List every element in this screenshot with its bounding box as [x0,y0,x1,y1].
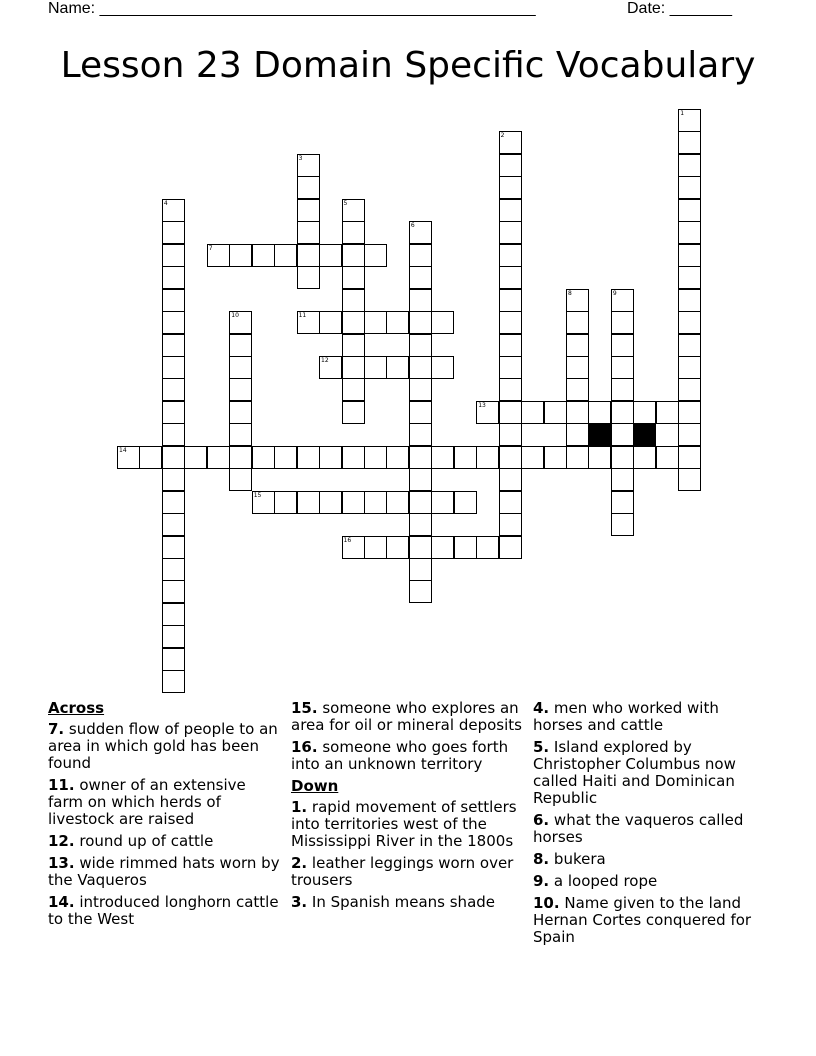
clue-number: 8 [568,289,572,297]
grid-cell[interactable] [342,401,365,424]
grid-cell[interactable] [162,513,185,536]
grid-cell[interactable] [342,266,365,289]
down-heading: Down [291,777,339,795]
clue-number: 6 [410,222,415,230]
clue-number: 5 [343,199,348,207]
grid-cell[interactable] [162,580,185,603]
clues-column-1 [48,700,283,933]
grid-cell[interactable] [499,446,522,469]
clue-item [291,739,526,773]
grid-cell[interactable] [566,311,589,334]
grid-cell[interactable] [409,378,432,401]
grid-cell[interactable] [499,356,522,379]
clue-item-text: what the vaqueros called horses [533,811,744,846]
clue-number: 4 [163,199,168,207]
grid-cell[interactable] [499,221,522,244]
grid-cell[interactable] [678,266,701,289]
clue-item-text: round up of cattle [79,832,214,850]
grid-cell[interactable] [611,423,634,446]
clue-item-number: 7. [48,720,65,738]
clue-item [533,873,768,890]
grid-cell[interactable] [297,199,320,222]
grid-cell[interactable] [342,334,365,357]
grid-cell[interactable] [229,356,252,379]
grid-cell[interactable] [499,311,522,334]
grid-cell[interactable] [521,446,544,469]
clue-item-text: introduced longhorn cattle to the West [48,893,279,928]
across-clue-list [48,721,283,928]
grid-cell[interactable] [499,334,522,357]
grid-cell[interactable] [229,446,252,469]
grid-cell[interactable] [566,423,589,446]
clue-item [48,833,283,850]
grid-cell[interactable] [678,378,701,401]
grid-cell[interactable] [162,266,185,289]
grid-cell[interactable] [162,670,185,693]
clue-item-text: Island explored by Christopher Columbus now called Haiti and Dominican Republic [533,738,736,807]
clue-item [291,799,526,850]
grid-cell[interactable] [319,244,342,267]
clue-number: 15 [253,491,262,499]
grid-cell[interactable] [229,401,252,424]
grid-cell[interactable] [162,648,185,671]
grid-cell[interactable] [342,446,365,469]
grid-cell[interactable] [678,154,701,177]
grid-cell[interactable] [409,334,432,357]
grid-cell[interactable] [319,446,342,469]
grid-cell[interactable] [162,311,185,334]
grid-cell[interactable] [364,536,387,559]
clue-item [533,895,768,946]
grid-cell[interactable] [454,491,477,514]
grid-cell[interactable] [229,334,252,357]
grid-cell[interactable] [364,356,387,379]
grid-cell[interactable] [499,266,522,289]
grid-cell[interactable] [342,356,365,379]
clue-item-number: 1. [291,798,308,816]
clue-item [48,855,283,889]
grid-cell[interactable] [431,536,454,559]
grid-cell[interactable] [319,491,342,514]
grid-cell[interactable] [342,378,365,401]
grid-cell[interactable] [499,513,522,536]
clue-item-number: 3. [291,893,308,911]
grid-cell[interactable] [409,513,432,536]
grid-cell[interactable] [162,625,185,648]
clue-item-number: 10. [533,894,560,912]
grid-cell[interactable] [499,289,522,312]
grid-cell[interactable] [162,603,185,626]
grid-cell[interactable] [162,558,185,581]
grid-cell[interactable] [162,401,185,424]
grid-cell[interactable] [162,468,185,491]
clue-number: 14 [119,446,127,454]
grid-cell[interactable] [499,468,522,491]
grid-cell[interactable] [386,491,409,514]
grid-cell[interactable] [409,266,432,289]
grid-cell[interactable] [162,334,185,357]
grid-cell[interactable] [297,176,320,199]
clue-item-number: 13. [48,854,75,872]
grid-cell[interactable] [386,356,409,379]
grid-cell[interactable] [342,311,365,334]
clue-number: 3 [298,154,303,162]
grid-cell[interactable] [364,244,387,267]
grid-cell[interactable] [611,334,634,357]
grid-cell[interactable] [588,446,611,469]
grid-cell[interactable] [386,446,409,469]
clue-item-text: leather leggings worn over trousers [291,854,514,889]
clue-item [48,894,283,928]
grid-cell[interactable] [162,446,185,469]
grid-cell[interactable] [633,401,656,424]
grid-cell[interactable] [409,491,432,514]
grid-cell[interactable] [162,536,185,559]
grid-cell[interactable] [678,446,701,469]
grid-cell[interactable] [678,244,701,267]
clue-item-number: 11. [48,776,75,794]
grid-cell[interactable] [656,401,679,424]
grid-cell[interactable] [409,558,432,581]
grid-cell[interactable] [499,491,522,514]
clue-item-number: 12. [48,832,75,850]
clue-item-text: men who worked with horses and cattle [533,699,719,734]
grid-cell[interactable] [566,446,589,469]
grid-cell[interactable] [499,176,522,199]
grid-cell[interactable] [588,401,611,424]
grid-cell[interactable] [611,446,634,469]
grid-cell[interactable] [409,580,432,603]
grid-cell[interactable] [678,423,701,446]
grid-cell[interactable] [229,423,252,446]
clue-item-text: owner of an extensive farm on which herds of livestock are raised [48,776,246,828]
grid-cell[interactable] [678,131,701,154]
grid-cell[interactable] [229,244,252,267]
clue-item-text: someone who goes forth into an unknown territory [291,738,509,773]
grid-cell[interactable] [544,446,567,469]
grid-cell[interactable] [499,401,522,424]
clue-item-number: 9. [533,872,550,890]
grid-cell[interactable] [499,154,522,177]
grid-cell[interactable] [342,221,365,244]
clue-item [291,894,526,911]
clue-item [533,700,768,734]
grid-cell[interactable] [678,311,701,334]
clues-column-2 [291,700,526,916]
clue-number: 11 [298,312,307,320]
clue-number: 9 [612,289,617,297]
grid-cell[interactable] [633,446,656,469]
clue-item-number: 15. [291,699,318,717]
black-cell [588,423,611,446]
clue-number: 2 [500,132,505,140]
grid-cell[interactable] [476,536,499,559]
across-heading: Across [48,699,105,717]
grid-cell[interactable] [566,334,589,357]
grid-cell[interactable] [297,491,320,514]
grid-cell[interactable] [184,446,207,469]
grid-cell[interactable] [297,446,320,469]
grid-cell[interactable] [229,468,252,491]
grid-cell[interactable] [499,199,522,222]
grid-cell[interactable] [409,423,432,446]
grid-cell[interactable] [409,244,432,267]
grid-cell[interactable] [454,536,477,559]
grid-cell[interactable] [566,378,589,401]
grid-cell[interactable] [431,446,454,469]
clue-item [533,739,768,807]
clue-number: 10 [231,312,239,320]
grid-cell[interactable] [499,423,522,446]
grid-cell[interactable] [364,491,387,514]
grid-cell[interactable] [409,289,432,312]
clue-item-number: 14. [48,893,75,911]
grid-cell[interactable] [611,491,634,514]
grid-cell[interactable] [297,266,320,289]
grid-cell[interactable] [274,491,297,514]
grid-cell[interactable] [409,401,432,424]
grid-cell[interactable] [678,221,701,244]
grid-cell[interactable] [611,513,634,536]
grid-cell[interactable] [342,491,365,514]
grid-cell[interactable] [409,536,432,559]
grid-cell[interactable] [252,446,275,469]
grid-cell[interactable] [409,311,432,334]
clue-item [533,851,768,868]
grid-cell[interactable] [611,311,634,334]
clue-item [533,812,768,846]
grid-cell[interactable] [386,536,409,559]
grid-cell[interactable] [207,446,230,469]
grid-cell[interactable] [678,468,701,491]
grid-cell[interactable] [476,446,499,469]
page-title: Lesson 23 Domain Specific Vocabulary [60,45,756,86]
grid-cell[interactable] [611,378,634,401]
clue-item [48,777,283,828]
grid-cell[interactable] [386,311,409,334]
grid-cell[interactable] [499,536,522,559]
grid-cell[interactable] [162,491,185,514]
down-clue-list [291,799,526,911]
grid-cell[interactable] [319,311,342,334]
clue-item-number: 6. [533,811,550,829]
down-clue-list-continued [533,700,768,946]
name-field-label: Name: _________________________________________________ [48,0,536,17]
grid-cell[interactable] [274,244,297,267]
grid-cell[interactable] [409,356,432,379]
grid-cell[interactable] [678,176,701,199]
grid-cell[interactable] [431,311,454,334]
grid-cell[interactable] [297,244,320,267]
grid-cell[interactable] [566,401,589,424]
clue-item-text: wide rimmed hats worn by the Vaqueros [48,854,280,889]
grid-cell[interactable] [499,244,522,267]
grid-cell[interactable] [678,334,701,357]
grid-cell[interactable] [162,289,185,312]
grid-cell[interactable] [274,446,297,469]
clues-column-3 [533,700,768,951]
grid-cell[interactable] [342,244,365,267]
grid-cell[interactable] [611,468,634,491]
grid-cell[interactable] [162,378,185,401]
clue-number: 12 [321,356,329,364]
clue-item-number: 8. [533,850,550,868]
clue-number: 16 [343,536,352,544]
grid-cell[interactable] [364,311,387,334]
grid-cell[interactable] [678,289,701,312]
grid-cell[interactable] [611,356,634,379]
grid-cell[interactable] [364,446,387,469]
grid-cell[interactable] [409,446,432,469]
grid-cell[interactable] [162,423,185,446]
grid-cell[interactable] [162,356,185,379]
clue-item-text: Name given to the land Hernan Cortes conquered for Spain [533,894,752,946]
grid-cell[interactable] [566,356,589,379]
clue-number: 7 [208,244,213,252]
grid-cell[interactable] [342,289,365,312]
grid-cell[interactable] [162,244,185,267]
grid-cell[interactable] [409,468,432,491]
grid-cell[interactable] [611,401,634,424]
grid-cell[interactable] [678,356,701,379]
across-clue-list-continued [291,700,526,773]
clue-item [48,721,283,772]
clue-item-text: bukera [553,850,606,868]
black-cell [633,423,656,446]
clue-item-number: 5. [533,738,550,756]
grid-cell[interactable] [431,356,454,379]
grid-cell[interactable] [431,491,454,514]
date-field-label: Date: _______ [627,0,732,17]
grid-cell[interactable] [139,446,162,469]
clue-item-number: 2. [291,854,308,872]
grid-cell[interactable] [678,199,701,222]
clue-item-number: 16. [291,738,318,756]
clue-item-text: someone who explores an area for oil or mineral deposits [291,699,522,734]
grid-cell[interactable] [454,446,477,469]
clue-item [291,855,526,889]
clue-item-text: rapid movement of settlers into territories west of the Mississippi River in the 1800s [291,798,517,850]
clue-item-text: sudden flow of people to an area in which gold has been found [48,720,278,772]
grid-cell[interactable] [162,221,185,244]
grid-cell[interactable] [252,244,275,267]
grid-cell[interactable] [656,446,679,469]
clue-number: 13 [478,401,486,409]
clue-item [291,700,526,734]
clue-item-text: In Spanish means shade [311,893,496,911]
grid-cell[interactable] [544,401,567,424]
clue-item-text: a looped rope [553,872,658,890]
grid-cell[interactable] [678,401,701,424]
grid-cell[interactable] [229,378,252,401]
clue-number: 1 [680,110,685,117]
grid-cell[interactable] [521,401,544,424]
clue-item-number: 4. [533,699,550,717]
grid-cell[interactable] [297,221,320,244]
grid-cell[interactable] [499,378,522,401]
